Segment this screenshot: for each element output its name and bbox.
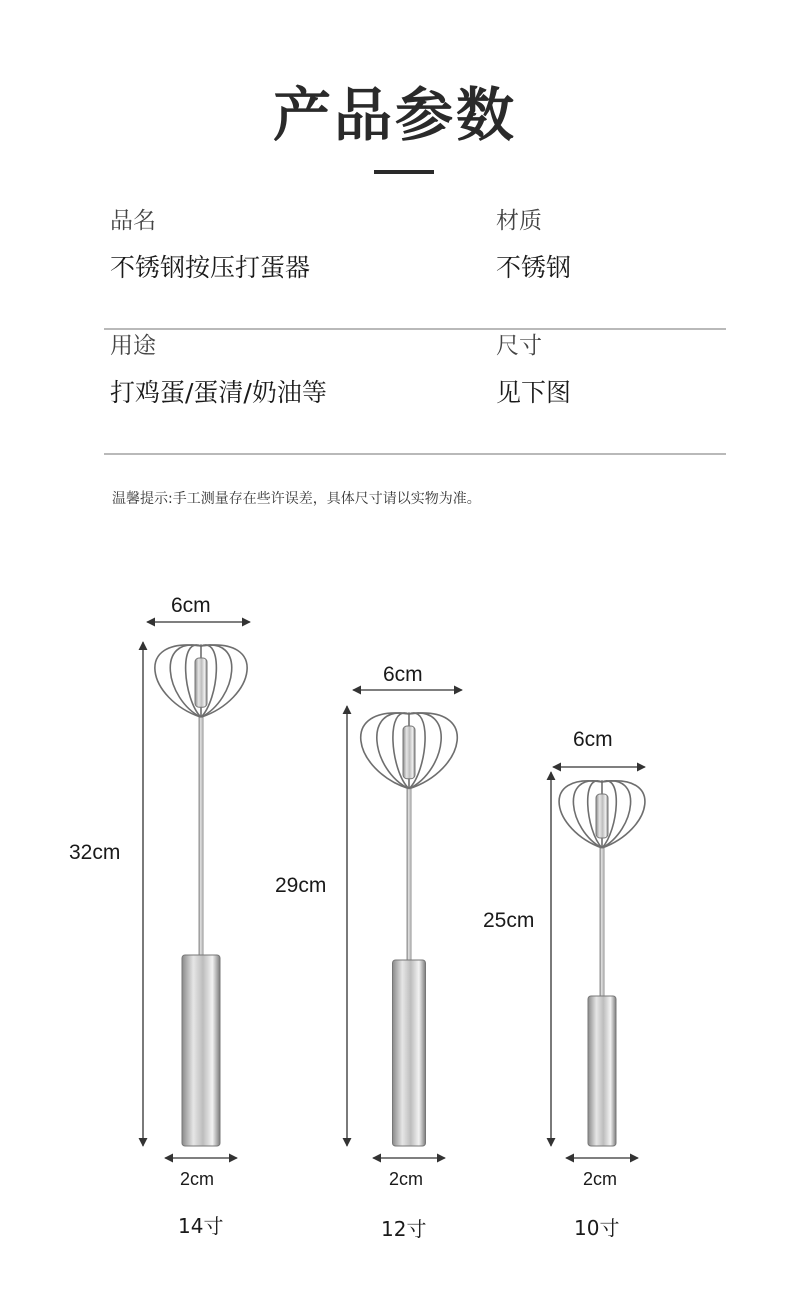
whisk-1 <box>143 622 250 1158</box>
spec-label: 尺寸 <box>496 333 542 359</box>
spec-value: 打鸡蛋/蛋清/奶油等 <box>110 378 327 407</box>
spec-label: 品名 <box>110 208 156 234</box>
whisk-2-length: 29cm <box>275 874 327 897</box>
spec-value: 见下图 <box>496 378 572 407</box>
whisk-3-rod <box>600 848 604 996</box>
spec-divider <box>104 453 726 455</box>
whisk-3-handle-width: 2cm <box>583 1169 618 1189</box>
whisk-2-handle-width: 2cm <box>389 1169 424 1189</box>
whisk-1-head-width: 6cm <box>171 594 211 617</box>
whisk-3 <box>551 767 645 1158</box>
whisk-2-head <box>361 713 458 789</box>
spec-value: 不锈钢 <box>496 253 572 282</box>
whisk-1-head <box>155 645 247 717</box>
spec-label: 材质 <box>496 208 542 234</box>
spec-value: 不锈钢按压打蛋器 <box>110 253 311 282</box>
whisk-3-size-label: 10寸 <box>574 1216 620 1240</box>
whisk-3-head-width: 6cm <box>573 728 613 751</box>
whisk-coil <box>403 726 415 779</box>
whisk-1-handle-width: 2cm <box>180 1169 215 1189</box>
page-title: 产品参数 <box>272 81 517 149</box>
whisk-2-head-width: 6cm <box>383 663 423 686</box>
spec-row-1 <box>104 205 726 330</box>
spec-material <box>496 205 571 285</box>
spec-usage <box>110 330 327 410</box>
measurement-notice: 温馨提示:手工测量存在些许误差，具体尺寸请以实物为准。 <box>112 491 481 507</box>
whisk-3-handle <box>588 996 616 1146</box>
whisk-coil <box>195 658 207 707</box>
whisk-2 <box>347 690 462 1158</box>
whisk-2-handle <box>393 960 426 1146</box>
whisk-1-handle <box>182 955 220 1146</box>
spec-size <box>496 330 571 410</box>
whisk-3-length: 25cm <box>483 909 535 932</box>
spec-name <box>110 205 310 285</box>
whisk-2-size-label: 12寸 <box>381 1217 427 1241</box>
title-underline <box>374 170 434 174</box>
whisk-1-size-label: 14寸 <box>178 1214 224 1238</box>
whisk-3-head <box>559 781 645 848</box>
whisk-coil <box>596 794 608 838</box>
spec-label: 用途 <box>110 333 156 359</box>
whisk-1-rod <box>199 717 203 955</box>
whisk-2-rod <box>407 789 411 960</box>
spec-row-2 <box>104 330 726 455</box>
whisk-size-figure <box>0 560 790 1300</box>
whisk-1-length: 32cm <box>69 841 121 864</box>
